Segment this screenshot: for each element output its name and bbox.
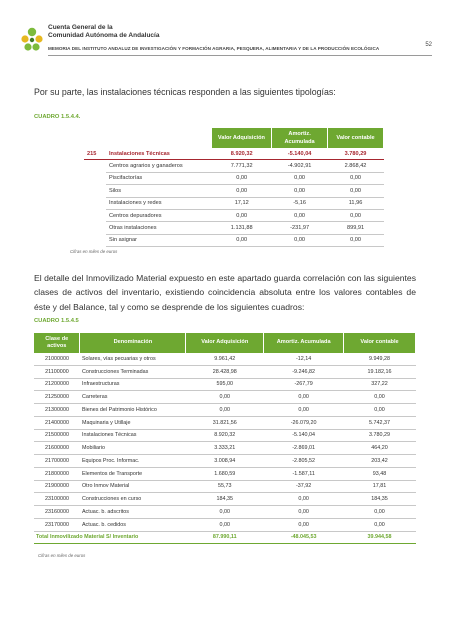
total-label: Total Inmovilizado Material S/ Inventario bbox=[34, 531, 186, 544]
org-line-1: Cuenta General de la bbox=[48, 24, 113, 31]
total-value: -48.045,53 bbox=[264, 531, 344, 544]
cell-value: 2.868,42 bbox=[328, 160, 384, 172]
cell-value: 8.920,32 bbox=[212, 148, 272, 160]
cell-value: -2.869,01 bbox=[264, 442, 344, 455]
spacer bbox=[84, 209, 106, 221]
cell-value: 0,00 bbox=[344, 404, 416, 417]
table-row bbox=[34, 416, 416, 429]
cell-value: 19.182,16 bbox=[344, 365, 416, 378]
cell-value: 0,00 bbox=[344, 506, 416, 519]
row-label: Silos bbox=[106, 185, 212, 197]
cell-value: -12,14 bbox=[264, 353, 344, 365]
cell-value: 184,35 bbox=[344, 493, 416, 506]
row-label: Construcciones Terminadas bbox=[80, 365, 186, 378]
organization-name bbox=[48, 24, 159, 40]
spacer bbox=[84, 172, 106, 184]
table-row bbox=[34, 480, 416, 493]
account-code: 21700000 bbox=[34, 455, 80, 468]
account-code: 21300000 bbox=[34, 404, 80, 417]
column-header: Amortiz. Acumulada bbox=[264, 333, 344, 353]
cell-value: 327,22 bbox=[344, 378, 416, 391]
cell-value: 0,00 bbox=[272, 172, 328, 184]
cuadro-1-header-row bbox=[84, 128, 384, 148]
cell-value: -1.587,11 bbox=[264, 467, 344, 480]
cell-value: 0,00 bbox=[272, 209, 328, 221]
account-code: 21500000 bbox=[34, 429, 80, 442]
cell-value: 0,00 bbox=[212, 209, 272, 221]
cell-value: 203,42 bbox=[344, 455, 416, 468]
cell-value: -231,97 bbox=[272, 222, 328, 234]
cuadro-1-caption: CUADRO 1.5.4.4. bbox=[34, 114, 81, 120]
cell-value: 0,00 bbox=[328, 234, 384, 246]
cell-value: -9.246,82 bbox=[264, 365, 344, 378]
blank-header bbox=[106, 128, 212, 148]
junta-andalucia-logo bbox=[20, 26, 44, 54]
total-value: 39.944,58 bbox=[344, 531, 416, 544]
row-label: Solares, vías pecuarias y otros bbox=[80, 353, 186, 365]
row-label: Centros agrarios y ganaderos bbox=[106, 160, 212, 172]
table-row bbox=[34, 467, 416, 480]
row-label: Otro Inmov Material bbox=[80, 480, 186, 493]
cell-value: 8.920,32 bbox=[186, 429, 264, 442]
cell-value: 184,35 bbox=[186, 493, 264, 506]
table-row bbox=[84, 222, 384, 234]
cell-value: 0,00 bbox=[272, 234, 328, 246]
column-header: Amortiz. Acumulada bbox=[272, 128, 328, 148]
account-code: 23100000 bbox=[34, 493, 80, 506]
cell-value: 0,00 bbox=[212, 185, 272, 197]
cell-value: 0,00 bbox=[212, 234, 272, 246]
cell-value: 0,00 bbox=[328, 209, 384, 221]
row-label: Elementos de Transporte bbox=[80, 467, 186, 480]
cell-value: 0,00 bbox=[264, 391, 344, 404]
cell-value: 1.680,59 bbox=[186, 467, 264, 480]
cell-value: 17,12 bbox=[212, 197, 272, 209]
row-label: Instalaciones Técnicas bbox=[80, 429, 186, 442]
cell-value: 0,00 bbox=[344, 518, 416, 531]
cell-value: 55,73 bbox=[186, 480, 264, 493]
cuadro-1-table bbox=[84, 128, 384, 247]
table-row bbox=[34, 378, 416, 391]
table-row bbox=[34, 442, 416, 455]
row-label: Sin asignar bbox=[106, 234, 212, 246]
cell-value: 0,00 bbox=[186, 391, 264, 404]
account-code: 21200000 bbox=[34, 378, 80, 391]
table-row bbox=[84, 160, 384, 172]
cell-value: 0,00 bbox=[328, 172, 384, 184]
cell-value: -5.140,04 bbox=[272, 148, 328, 160]
cell-value: -5.140,04 bbox=[264, 429, 344, 442]
cell-value: 3.333,21 bbox=[186, 442, 264, 455]
spacer bbox=[84, 234, 106, 246]
org-line-2: Comunidad Autónoma de Andalucía bbox=[48, 32, 160, 39]
table-row bbox=[34, 493, 416, 506]
cell-value: 0,00 bbox=[264, 404, 344, 417]
account-code: 21400000 bbox=[34, 416, 80, 429]
spacer bbox=[84, 185, 106, 197]
cuadro-2-table bbox=[34, 333, 416, 544]
row-label: Actuac. b. cedidos bbox=[80, 518, 186, 531]
cell-value: 899,91 bbox=[328, 222, 384, 234]
row-label: Piscifactorías bbox=[106, 172, 212, 184]
cell-value: -2.805,52 bbox=[264, 455, 344, 468]
row-label: Instalaciones Técnicas bbox=[106, 148, 212, 160]
table-row bbox=[34, 518, 416, 531]
cell-value: -26.079,20 bbox=[264, 416, 344, 429]
cell-value: 9.961,42 bbox=[186, 353, 264, 365]
row-label: Actuac. b. adscritos bbox=[80, 506, 186, 519]
table-row bbox=[34, 455, 416, 468]
cell-value: 0,00 bbox=[264, 518, 344, 531]
table-row bbox=[34, 404, 416, 417]
row-label: Mobiliario bbox=[80, 442, 186, 455]
cell-value: 595,00 bbox=[186, 378, 264, 391]
total-value: 87.990,11 bbox=[186, 531, 264, 544]
row-label: Otras instalaciones bbox=[106, 222, 212, 234]
cell-value: 9.949,28 bbox=[344, 353, 416, 365]
body-paragraph: El detalle del Inmovilizado Material expuesto en este apartado guarda correlación con las siguientes clases de activos del inventario, existiendo coincidencia absoluta entre los valores contables de éste y del Balance, tal y como se desprende de los siguientes cuadros: bbox=[34, 273, 416, 312]
column-header: Valor Adquisición bbox=[212, 128, 272, 148]
table-row bbox=[84, 234, 384, 246]
table-row bbox=[34, 365, 416, 378]
cell-value: 0,00 bbox=[186, 506, 264, 519]
cell-value: 28.428,98 bbox=[186, 365, 264, 378]
memoria-title: MEMORIA DEL INSTITUTO ANDALUZ DE INVESTIGACIÓN Y FORMACIÓN AGRARIA, PESQUERA, ALIMENTARIA Y DE LA PRODUCCIÓN ECOLÓGICA bbox=[48, 46, 380, 51]
cell-value: 0,00 bbox=[264, 493, 344, 506]
column-header: Denominación bbox=[80, 333, 186, 353]
column-header: Valor contable bbox=[344, 333, 416, 353]
row-label: Bienes del Patrimonio Histórico bbox=[80, 404, 186, 417]
account-code: 21000000 bbox=[34, 353, 80, 365]
cell-value: 0,00 bbox=[328, 185, 384, 197]
table-row bbox=[34, 429, 416, 442]
cell-value: 464,20 bbox=[344, 442, 416, 455]
table-row bbox=[34, 391, 416, 404]
column-header: Valor Adquisición bbox=[186, 333, 264, 353]
cuadro-2-caption: CUADRO 1.5.4.5 bbox=[34, 318, 79, 324]
cell-value: 17,81 bbox=[344, 480, 416, 493]
cell-value: 0,00 bbox=[186, 518, 264, 531]
cell-value: 0,00 bbox=[272, 185, 328, 197]
cell-value: 93,48 bbox=[344, 467, 416, 480]
account-code: 23170000 bbox=[34, 518, 80, 531]
account-code: 21100000 bbox=[34, 365, 80, 378]
cell-value: 31.821,56 bbox=[186, 416, 264, 429]
table-row bbox=[34, 353, 416, 365]
table-row bbox=[84, 197, 384, 209]
table-row bbox=[84, 209, 384, 221]
table-row bbox=[84, 172, 384, 184]
cell-value: 5.742,37 bbox=[344, 416, 416, 429]
cuadro-2-header-row bbox=[34, 333, 416, 353]
cell-value: 3.780,29 bbox=[344, 429, 416, 442]
cell-value: -4.902,91 bbox=[272, 160, 328, 172]
cell-value: 0,00 bbox=[212, 172, 272, 184]
account-code: 21600000 bbox=[34, 442, 80, 455]
account-code: 21250000 bbox=[34, 391, 80, 404]
cuadro-1-note: Cifras en miles de euros bbox=[70, 249, 118, 254]
account-code: 23160000 bbox=[34, 506, 80, 519]
spacer bbox=[84, 222, 106, 234]
row-label: Carreteras bbox=[80, 391, 186, 404]
account-code: 215 bbox=[84, 148, 106, 160]
row-label: Centros depuradores bbox=[106, 209, 212, 221]
row-label: Equipos Proc. Informac. bbox=[80, 455, 186, 468]
row-label: Infraestructuras bbox=[80, 378, 186, 391]
cuadro-2-note: Cifras en miles de euros bbox=[38, 553, 86, 558]
cell-value: 0,00 bbox=[264, 506, 344, 519]
account-code: 21900000 bbox=[34, 480, 80, 493]
header-rule bbox=[48, 55, 432, 56]
row-label: Construcciones en curso bbox=[80, 493, 186, 506]
total-row bbox=[34, 531, 416, 544]
cell-value: 7.771,32 bbox=[212, 160, 272, 172]
column-header: Clase de activos bbox=[34, 333, 80, 353]
cell-value: -37,92 bbox=[264, 480, 344, 493]
spacer bbox=[84, 197, 106, 209]
cell-value: 11,96 bbox=[328, 197, 384, 209]
row-label: Maquinaria y Utillaje bbox=[80, 416, 186, 429]
spacer bbox=[84, 160, 106, 172]
page-number: 52 bbox=[425, 42, 432, 48]
highlight-row bbox=[84, 148, 384, 160]
cell-value: 1.131,88 bbox=[212, 222, 272, 234]
cell-value: 0,00 bbox=[344, 391, 416, 404]
cell-value: 3.780,29 bbox=[328, 148, 384, 160]
intro-paragraph: Por su parte, las instalaciones técnicas responden a las siguientes tipologías: bbox=[34, 87, 336, 97]
table-row bbox=[84, 185, 384, 197]
column-header: Valor contable bbox=[328, 128, 384, 148]
cell-value: -267,79 bbox=[264, 378, 344, 391]
table-row bbox=[34, 506, 416, 519]
account-code: 21800000 bbox=[34, 467, 80, 480]
cell-value: 0,00 bbox=[186, 404, 264, 417]
blank-header bbox=[84, 128, 106, 148]
row-label: Instalaciones y redes bbox=[106, 197, 212, 209]
cell-value: 3.008,94 bbox=[186, 455, 264, 468]
cell-value: -5,16 bbox=[272, 197, 328, 209]
